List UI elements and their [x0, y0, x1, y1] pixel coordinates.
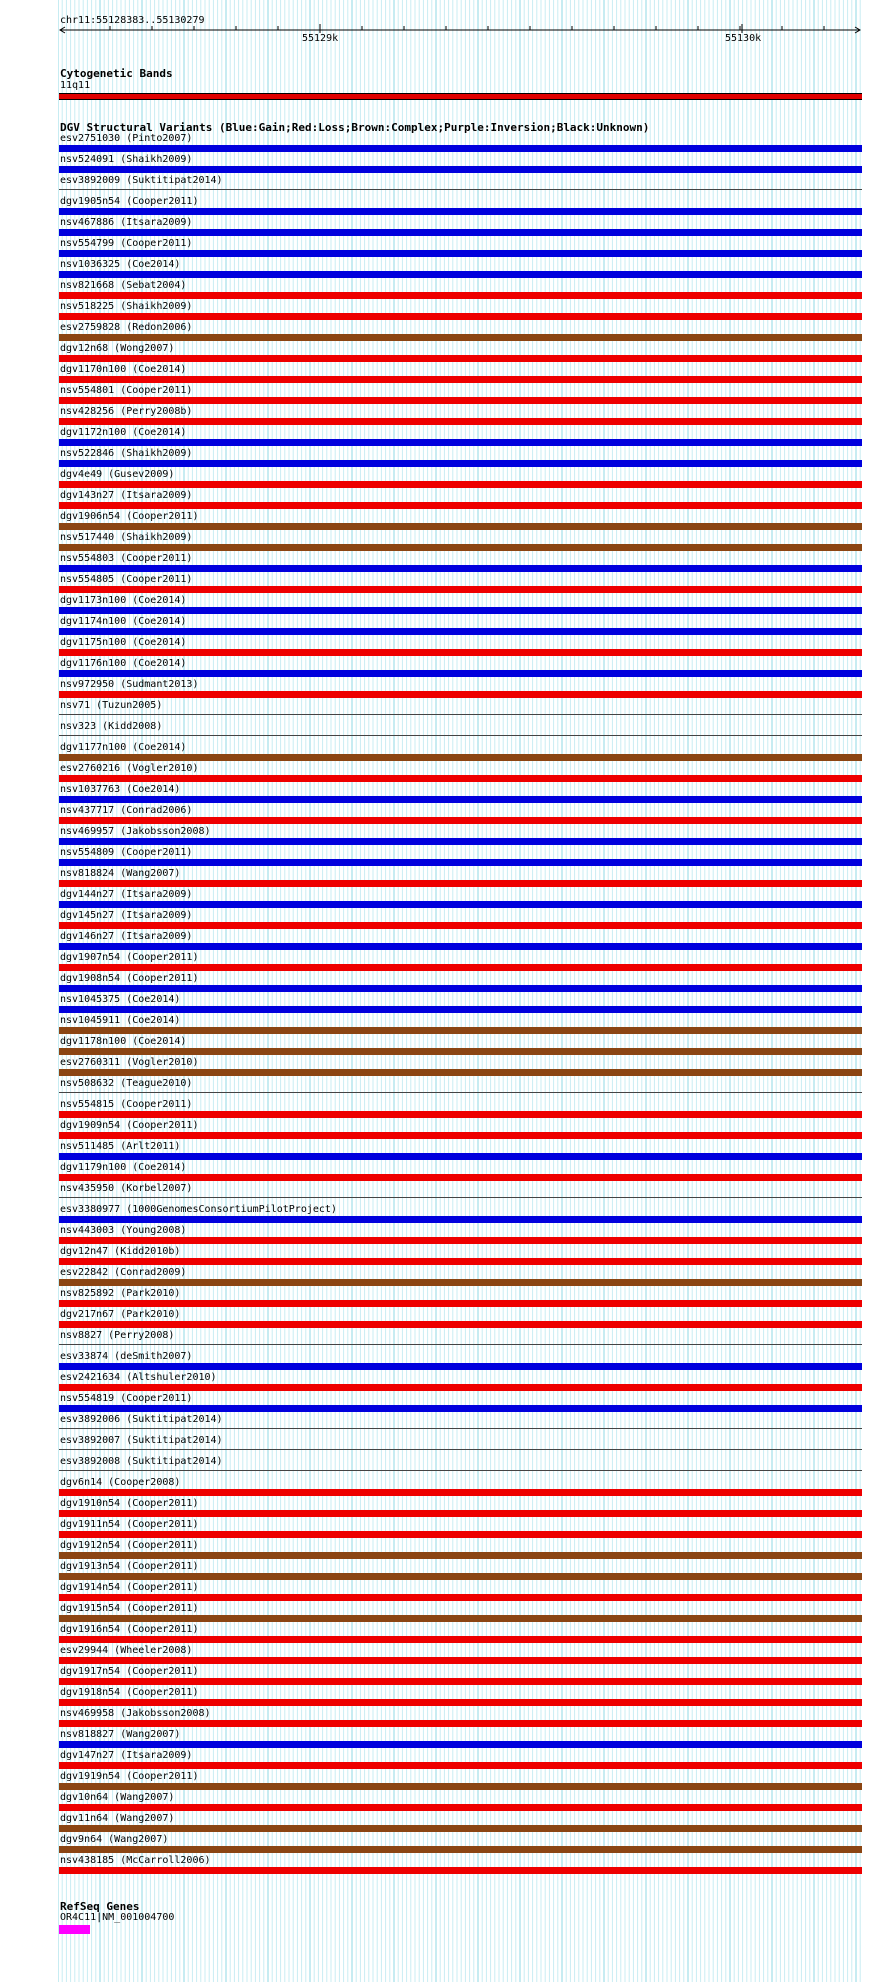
dgv-variant-label[interactable]: dgv1905n54 (Cooper2011) [60, 196, 199, 207]
dgv-variant-label[interactable]: dgv1907n54 (Cooper2011) [60, 952, 199, 963]
dgv-variant-row[interactable] [0, 1834, 890, 1855]
ruler-tick-label-55130k: 55130k [725, 33, 762, 44]
dgv-variant-row[interactable] [0, 1729, 890, 1750]
dgv-variant-bar-red[interactable] [59, 1762, 862, 1769]
dgv-variant-bar-red[interactable] [59, 1678, 862, 1685]
dgv-variant-bar-blue[interactable] [59, 250, 862, 257]
dgv-variant-row[interactable] [0, 1771, 890, 1792]
dgv-variant-bar-thin[interactable] [59, 1197, 862, 1198]
dgv-variant-label[interactable]: esv2759828 (Redon2006) [60, 322, 193, 333]
dgv-variant-label[interactable]: nsv554815 (Cooper2011) [60, 1099, 193, 1110]
dgv-variant-bar-brown[interactable] [59, 1783, 862, 1790]
dgv-variant-bar-blue[interactable] [59, 628, 862, 635]
dgv-variant-label[interactable]: dgv1911n54 (Cooper2011) [60, 1519, 199, 1530]
dgv-variant-row[interactable] [0, 1666, 890, 1687]
dgv-variant-row[interactable] [0, 1582, 890, 1603]
dgv-variant-bar-red[interactable] [59, 1174, 862, 1181]
dgv-variant-label[interactable]: dgv1173n100 (Coe2014) [60, 595, 187, 606]
dgv-variant-row[interactable] [0, 1708, 890, 1729]
dgv-variant-bar-red[interactable] [59, 292, 862, 299]
dgv-variant-bar-blue[interactable] [59, 166, 862, 173]
dgv-variant-label[interactable]: nsv972950 (Sudmant2013) [60, 679, 199, 690]
dgv-variant-row[interactable] [0, 133, 890, 154]
dgv-variant-row[interactable] [0, 1267, 890, 1288]
dgv-variant-label[interactable]: nsv818824 (Wang2007) [60, 868, 181, 879]
dgv-variant-bar-blue[interactable] [59, 460, 862, 467]
dgv-variant-bar-red[interactable] [59, 1237, 862, 1244]
dgv-variant-label[interactable]: nsv522846 (Shaikh2009) [60, 448, 193, 459]
dgv-variant-bar-red[interactable] [59, 817, 862, 824]
dgv-variant-label[interactable]: esv33874 (deSmith2007) [60, 1351, 193, 1362]
dgv-variant-label[interactable]: nsv518225 (Shaikh2009) [60, 301, 193, 312]
dgv-variant-label[interactable]: nsv517440 (Shaikh2009) [60, 532, 193, 543]
dgv-variant-label[interactable]: dgv1917n54 (Cooper2011) [60, 1666, 199, 1677]
dgv-variant-row[interactable] [0, 637, 890, 658]
dgv-variant-bar-blue[interactable] [59, 145, 862, 152]
dgv-variant-bar-red[interactable] [59, 1300, 862, 1307]
dgv-variant-bar-brown[interactable] [59, 1279, 862, 1286]
dgv-variant-row[interactable] [0, 1120, 890, 1141]
dgv-variant-row[interactable] [0, 196, 890, 217]
dgv-variant-row[interactable] [0, 469, 890, 490]
dgv-variant-row[interactable] [0, 763, 890, 784]
dgv-variant-row[interactable] [0, 1477, 890, 1498]
dgv-variant-bar-red[interactable] [59, 355, 862, 362]
dgv-variant-row[interactable] [0, 1351, 890, 1372]
dgv-variant-row[interactable] [0, 910, 890, 931]
dgv-variant-bar-thin[interactable] [59, 1428, 862, 1429]
dgv-variant-bar-red[interactable] [59, 1321, 862, 1328]
dgv-variant-bar-red[interactable] [59, 1510, 862, 1517]
dgv-variant-row[interactable] [0, 1603, 890, 1624]
dgv-track-title: DGV Structural Variants (Blue:Gain;Red:Loss;Brown:Complex;Purple:Inversion;Black:Unknown) [60, 121, 650, 134]
dgv-variant-label[interactable]: dgv1912n54 (Cooper2011) [60, 1540, 199, 1551]
dgv-variant-bar-blue[interactable] [59, 565, 862, 572]
dgv-variant-bar-blue[interactable] [59, 985, 862, 992]
dgv-variant-bar-thin[interactable] [59, 714, 862, 715]
dgv-variant-label[interactable]: esv2421634 (Altshuler2010) [60, 1372, 217, 1383]
dgv-variant-label[interactable]: dgv1910n54 (Cooper2011) [60, 1498, 199, 1509]
dgv-variant-bar-brown[interactable] [59, 1048, 862, 1055]
dgv-variant-row[interactable] [0, 826, 890, 847]
dgv-variant-bar-red[interactable] [59, 691, 862, 698]
dgv-variant-label[interactable]: esv29944 (Wheeler2008) [60, 1645, 193, 1656]
dgv-variant-row[interactable] [0, 742, 890, 763]
dgv-variant-bar-blue[interactable] [59, 670, 862, 677]
dgv-variant-bar-red[interactable] [59, 1594, 862, 1601]
dgv-variant-label[interactable]: nsv323 (Kidd2008) [60, 721, 163, 732]
dgv-variant-row[interactable] [0, 1057, 890, 1078]
dgv-variant-bar-thin[interactable] [59, 1470, 862, 1471]
dgv-variant-label[interactable]: nsv554809 (Cooper2011) [60, 847, 193, 858]
dgv-variant-bar-brown[interactable] [59, 1027, 862, 1034]
dgv-variant-bar-brown[interactable] [59, 1846, 862, 1853]
dgv-variant-label[interactable]: dgv145n27 (Itsara2009) [60, 910, 193, 921]
dgv-variant-bar-blue[interactable] [59, 796, 862, 803]
cytoband-11q11-bar[interactable] [59, 93, 862, 100]
dgv-variant-bar-red[interactable] [59, 964, 862, 971]
dgv-variant-bar-brown[interactable] [59, 523, 862, 530]
dgv-variant-row[interactable] [0, 1792, 890, 1813]
dgv-variant-label[interactable]: nsv554803 (Cooper2011) [60, 553, 193, 564]
dgv-variant-bar-thin[interactable] [59, 189, 862, 190]
dgv-variant-label[interactable]: nsv435950 (Korbel2007) [60, 1183, 193, 1194]
dgv-variant-bar-red[interactable] [59, 1132, 862, 1139]
dgv-variant-row[interactable] [0, 280, 890, 301]
dgv-variant-bar-red[interactable] [59, 397, 862, 404]
dgv-variant-bar-red[interactable] [59, 1111, 862, 1118]
dgv-variant-row[interactable] [0, 553, 890, 574]
dgv-variant-row[interactable] [0, 574, 890, 595]
dgv-variant-row[interactable] [0, 406, 890, 427]
dgv-variant-row[interactable] [0, 1813, 890, 1834]
dgv-variant-label[interactable]: dgv1909n54 (Cooper2011) [60, 1120, 199, 1131]
dgv-variant-label[interactable]: dgv1915n54 (Cooper2011) [60, 1603, 199, 1614]
dgv-variant-row[interactable] [0, 952, 890, 973]
dgv-variant-row[interactable] [0, 805, 890, 826]
dgv-variant-bar-brown[interactable] [59, 754, 862, 761]
dgv-variant-bar-red[interactable] [59, 502, 862, 509]
dgv-variant-row[interactable] [0, 217, 890, 238]
dgv-variant-bar-red[interactable] [59, 313, 862, 320]
dgv-variant-bar-red[interactable] [59, 880, 862, 887]
dgv-variant-row[interactable] [0, 175, 890, 196]
dgv-variant-row[interactable] [0, 1078, 890, 1099]
dgv-variant-label[interactable]: dgv9n64 (Wang2007) [60, 1834, 169, 1845]
dgv-variant-label[interactable]: nsv508632 (Teague2010) [60, 1078, 193, 1089]
dgv-variant-label[interactable]: nsv1045911 (Coe2014) [60, 1015, 181, 1026]
dgv-variant-row[interactable] [0, 385, 890, 406]
dgv-variant-label[interactable]: nsv554799 (Cooper2011) [60, 238, 193, 249]
dgv-variant-label[interactable]: nsv511485 (Arlt2011) [60, 1141, 181, 1152]
dgv-variant-row[interactable] [0, 1162, 890, 1183]
dgv-variant-row[interactable] [0, 1183, 890, 1204]
dgv-variant-bar-blue[interactable] [59, 943, 862, 950]
dgv-variant-bar-thin[interactable] [59, 1449, 862, 1450]
dgv-variant-label[interactable]: dgv217n67 (Park2010) [60, 1309, 181, 1320]
dgv-variant-row[interactable] [0, 1540, 890, 1561]
dgv-variant-row[interactable] [0, 259, 890, 280]
dgv-variant-label[interactable]: nsv443003 (Young2008) [60, 1225, 187, 1236]
dgv-variant-row[interactable] [0, 721, 890, 742]
dgv-variant-label[interactable]: dgv146n27 (Itsara2009) [60, 931, 193, 942]
dgv-variant-row[interactable] [0, 1393, 890, 1414]
dgv-variant-row[interactable] [0, 154, 890, 175]
dgv-variant-row[interactable] [0, 1645, 890, 1666]
dgv-variant-row[interactable] [0, 889, 890, 910]
dgv-variant-label[interactable]: esv2760311 (Vogler2010) [60, 1057, 199, 1068]
dgv-variant-bar-brown[interactable] [59, 1552, 862, 1559]
dgv-variant-bar-blue[interactable] [59, 1363, 862, 1370]
dgv-variant-bar-thin[interactable] [59, 1092, 862, 1093]
dgv-variant-label[interactable]: esv2751030 (Pinto2007) [60, 133, 193, 144]
dgv-variant-bar-blue[interactable] [59, 271, 862, 278]
dgv-variant-label[interactable]: nsv8827 (Perry2008) [60, 1330, 175, 1341]
dgv-variant-bar-blue[interactable] [59, 1741, 862, 1748]
dgv-variant-label[interactable]: esv3892007 (Suktitipat2014) [60, 1435, 223, 1446]
dgv-variant-bar-red[interactable] [59, 418, 862, 425]
dgv-variant-row[interactable] [0, 1414, 890, 1435]
dgv-variant-label[interactable]: nsv1045375 (Coe2014) [60, 994, 181, 1005]
dgv-variant-bar-blue[interactable] [59, 439, 862, 446]
dgv-variant-row[interactable] [0, 847, 890, 868]
dgv-variant-row[interactable] [0, 322, 890, 343]
dgv-variant-row[interactable] [0, 868, 890, 889]
dgv-variant-row[interactable] [0, 1099, 890, 1120]
dgv-variant-bar-red[interactable] [59, 1867, 862, 1874]
dgv-variant-row[interactable] [0, 238, 890, 259]
dgv-variant-bar-blue[interactable] [59, 1153, 862, 1160]
dgv-variant-bar-blue[interactable] [59, 838, 862, 845]
dgv-variant-bar-brown[interactable] [59, 1825, 862, 1832]
dgv-variant-label[interactable]: dgv1179n100 (Coe2014) [60, 1162, 187, 1173]
dgv-variant-bar-red[interactable] [59, 649, 862, 656]
dgv-variant-label[interactable]: dgv1906n54 (Cooper2011) [60, 511, 199, 522]
dgv-variant-row[interactable] [0, 1561, 890, 1582]
dgv-variant-label[interactable]: dgv1914n54 (Cooper2011) [60, 1582, 199, 1593]
dgv-variant-label[interactable]: nsv1036325 (Coe2014) [60, 259, 181, 270]
refseq-gene-label: OR4C11|NM_001004700 [60, 1912, 175, 1923]
dgv-variant-label[interactable]: nsv71 (Tuzun2005) [60, 700, 163, 711]
dgv-variant-row[interactable] [0, 1855, 890, 1876]
dgv-variant-row[interactable] [0, 1750, 890, 1771]
dgv-variant-row[interactable] [0, 448, 890, 469]
dgv-variant-bar-red[interactable] [59, 1699, 862, 1706]
dgv-variant-bar-brown[interactable] [59, 1615, 862, 1622]
dgv-variant-bar-red[interactable] [59, 1384, 862, 1391]
dgv-variant-bar-blue[interactable] [59, 1006, 862, 1013]
refseq-gene-or4c11-bar[interactable] [59, 1925, 90, 1934]
dgv-variant-label[interactable]: dgv1916n54 (Cooper2011) [60, 1624, 199, 1635]
dgv-variant-label[interactable]: dgv1918n54 (Cooper2011) [60, 1687, 199, 1698]
dgv-variant-bar-red[interactable] [59, 1489, 862, 1496]
dgv-variant-row[interactable] [0, 1624, 890, 1645]
dgv-variant-bar-red[interactable] [59, 922, 862, 929]
dgv-variant-label[interactable]: dgv6n14 (Cooper2008) [60, 1477, 181, 1488]
dgv-variant-row[interactable] [0, 679, 890, 700]
dgv-variant-bar-blue[interactable] [59, 1216, 862, 1223]
dgv-variant-row[interactable] [0, 1435, 890, 1456]
dgv-variant-label[interactable]: dgv1177n100 (Coe2014) [60, 742, 187, 753]
cytoband-track-title: Cytogenetic Bands [60, 67, 173, 80]
dgv-variant-row[interactable] [0, 1015, 890, 1036]
dgv-variant-row[interactable] [0, 595, 890, 616]
dgv-variant-label[interactable]: dgv1172n100 (Coe2014) [60, 427, 187, 438]
dgv-variant-label[interactable]: dgv11n64 (Wang2007) [60, 1813, 175, 1824]
dgv-variant-row[interactable] [0, 658, 890, 679]
dgv-variant-bar-blue[interactable] [59, 1405, 862, 1412]
dgv-variant-label[interactable]: nsv467886 (Itsara2009) [60, 217, 193, 228]
dgv-variant-row[interactable] [0, 931, 890, 952]
dgv-variant-bar-blue[interactable] [59, 859, 862, 866]
dgv-variant-bar-thin[interactable] [59, 735, 862, 736]
dgv-variant-label[interactable]: dgv1178n100 (Coe2014) [60, 1036, 187, 1047]
dgv-variant-row[interactable] [0, 1456, 890, 1477]
dgv-variant-row[interactable] [0, 490, 890, 511]
dgv-variant-label[interactable]: nsv821668 (Sebat2004) [60, 280, 187, 291]
dgv-variant-label[interactable]: nsv428256 (Perry2008b) [60, 406, 193, 417]
dgv-variant-row[interactable] [0, 1036, 890, 1057]
dgv-variant-label[interactable]: dgv4e49 (Gusev2009) [60, 469, 175, 480]
dgv-variant-label[interactable]: esv3892009 (Suktitipat2014) [60, 175, 223, 186]
dgv-variant-row[interactable] [0, 427, 890, 448]
dgv-variant-label[interactable]: dgv147n27 (Itsara2009) [60, 1750, 193, 1761]
dgv-variant-label[interactable]: esv3380977 (1000GenomesConsortiumPilotProject) [60, 1204, 337, 1215]
dgv-variant-bar-thin[interactable] [59, 1344, 862, 1345]
dgv-variant-row[interactable] [0, 616, 890, 637]
dgv-variant-label[interactable]: dgv1913n54 (Cooper2011) [60, 1561, 199, 1572]
dgv-variant-row[interactable] [0, 784, 890, 805]
refseq-track-title: RefSeq Genes [60, 1900, 140, 1913]
dgv-variant-bar-red[interactable] [59, 376, 862, 383]
dgv-variant-bar-brown[interactable] [59, 1573, 862, 1580]
dgv-variant-bar-red[interactable] [59, 586, 862, 593]
dgv-variant-row[interactable] [0, 1225, 890, 1246]
dgv-variant-row[interactable] [0, 700, 890, 721]
dgv-variant-row[interactable] [0, 1519, 890, 1540]
dgv-variant-bar-red[interactable] [59, 1720, 862, 1727]
dgv-variant-row[interactable] [0, 1204, 890, 1225]
dgv-variant-row[interactable] [0, 1330, 890, 1351]
cytoband-label: 11q11 [60, 80, 91, 91]
dgv-variant-label[interactable]: dgv1176n100 (Coe2014) [60, 658, 187, 669]
dgv-variant-label[interactable]: dgv1175n100 (Coe2014) [60, 637, 187, 648]
dgv-variant-label[interactable]: nsv469957 (Jakobsson2008) [60, 826, 211, 837]
dgv-variant-bar-red[interactable] [59, 775, 862, 782]
dgv-variant-row[interactable] [0, 1246, 890, 1267]
dgv-variant-row[interactable] [0, 994, 890, 1015]
dgv-variant-bar-blue[interactable] [59, 901, 862, 908]
dgv-variant-row[interactable] [0, 1687, 890, 1708]
dgv-variant-label[interactable]: dgv12n47 (Kidd2010b) [60, 1246, 181, 1257]
dgv-variant-label[interactable]: nsv818827 (Wang2007) [60, 1729, 181, 1740]
dgv-variant-bar-red[interactable] [59, 1804, 862, 1811]
dgv-variant-bar-blue[interactable] [59, 229, 862, 236]
dgv-variant-label[interactable]: nsv554819 (Cooper2011) [60, 1393, 193, 1404]
dgv-variant-label[interactable]: esv3892006 (Suktitipat2014) [60, 1414, 223, 1425]
dgv-variant-row[interactable] [0, 343, 890, 364]
dgv-variant-bar-brown[interactable] [59, 334, 862, 341]
dgv-variant-label[interactable]: dgv1170n100 (Coe2014) [60, 364, 187, 375]
dgv-variant-label[interactable]: nsv469958 (Jakobsson2008) [60, 1708, 211, 1719]
dgv-variant-row[interactable] [0, 1141, 890, 1162]
dgv-variant-bar-blue[interactable] [59, 208, 862, 215]
dgv-variant-row[interactable] [0, 1372, 890, 1393]
dgv-variant-label[interactable]: esv2760216 (Vogler2010) [60, 763, 199, 774]
dgv-variant-bar-brown[interactable] [59, 1069, 862, 1076]
dgv-variant-bar-red[interactable] [59, 1531, 862, 1538]
dgv-variant-row[interactable] [0, 511, 890, 532]
dgv-variant-bar-red[interactable] [59, 1657, 862, 1664]
dgv-variant-bar-red[interactable] [59, 1258, 862, 1265]
dgv-variant-label[interactable]: esv22842 (Conrad2009) [60, 1267, 187, 1278]
dgv-variant-label[interactable]: dgv1174n100 (Coe2014) [60, 616, 187, 627]
dgv-variant-label[interactable]: nsv437717 (Conrad2006) [60, 805, 193, 816]
dgv-variant-row[interactable] [0, 1309, 890, 1330]
dgv-variant-bar-blue[interactable] [59, 607, 862, 614]
dgv-variant-bar-red[interactable] [59, 1636, 862, 1643]
dgv-variant-label[interactable]: dgv1919n54 (Cooper2011) [60, 1771, 199, 1782]
dgv-variant-row[interactable] [0, 532, 890, 553]
dgv-variant-label[interactable]: nsv1037763 (Coe2014) [60, 784, 181, 795]
coordinate-range-label: chr11:55128383..55130279 [60, 15, 205, 26]
dgv-variant-label[interactable]: nsv524091 (Shaikh2009) [60, 154, 193, 165]
dgv-variant-bar-red[interactable] [59, 481, 862, 488]
dgv-variant-label[interactable]: dgv1908n54 (Cooper2011) [60, 973, 199, 984]
dgv-variant-row[interactable] [0, 1288, 890, 1309]
dgv-variant-label[interactable]: dgv143n27 (Itsara2009) [60, 490, 193, 501]
dgv-variant-row[interactable] [0, 1498, 890, 1519]
dgv-variant-label[interactable]: dgv144n27 (Itsara2009) [60, 889, 193, 900]
dgv-variant-bar-brown[interactable] [59, 544, 862, 551]
dgv-variant-label[interactable]: nsv554801 (Cooper2011) [60, 385, 193, 396]
dgv-variant-label[interactable]: nsv825892 (Park2010) [60, 1288, 181, 1299]
ruler-tick-label-55129k: 55129k [302, 33, 339, 44]
dgv-variant-row[interactable] [0, 364, 890, 385]
dgv-variant-label[interactable]: nsv554805 (Cooper2011) [60, 574, 193, 585]
dgv-variant-label[interactable]: esv3892008 (Suktitipat2014) [60, 1456, 223, 1467]
dgv-variant-row[interactable] [0, 973, 890, 994]
dgv-variant-row[interactable] [0, 301, 890, 322]
dgv-variant-label[interactable]: dgv10n64 (Wang2007) [60, 1792, 175, 1803]
dgv-variant-label[interactable]: dgv12n68 (Wong2007) [60, 343, 175, 354]
dgv-variant-label[interactable]: nsv438185 (McCarroll2006) [60, 1855, 211, 1866]
